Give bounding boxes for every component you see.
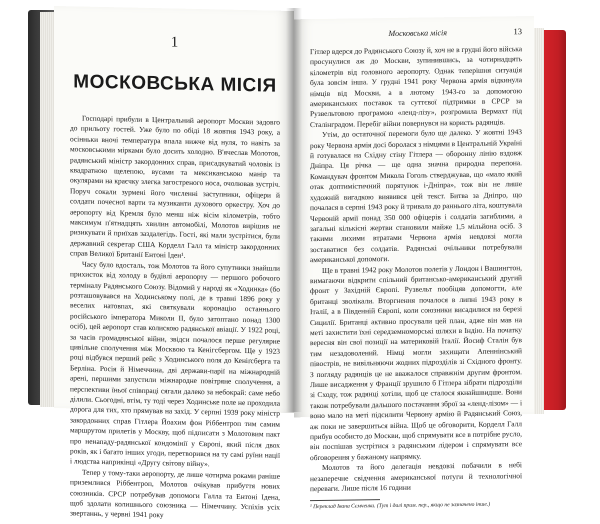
- chapter-title: МОСКОВСЬКА МІСІЯ: [73, 71, 277, 97]
- running-head: Московська місія: [388, 28, 447, 39]
- paragraph: Господарі прибули в Центральний аеропорт Москви задовго до прильоту гостей. Уже було по обіді 18 жовтня 1943 року, а осінньки вночі температура впала нижче від нуля, то навіть за московськими мірками було досить холодно. В'ячеслав Молотов, радянський міністр закордонних справ, присадкуватий чоловік із квадратною щелепою, вусами та мексиканською манір та окулярами на краєчку злегка загостреного носа, очолював зустріч. Поруч сокали зурмені його численні заступники, офіцери й солдати почесної варти та музиканти духового оркестру. Хоч до аеропорту від Кремля було менш ніж вісім кілометрів, тобто максимум п'ятнадцять хвилин автомобілі, Молотов вирішив не ризикувати й приїхав заздалегідь. Гості, які мали зустрітися, були державний секретар США Корделл Галл та міністр закордонних справ Великої Британії Ентоні Іден¹.: [70, 113, 280, 261]
- left-page-text: [70, 113, 280, 523]
- footnote: ¹ Переклад Івана Сємченка. (Тут і далі прим. пер., якщо не зазначено інше.): [310, 502, 491, 511]
- paragraph: Молотов та його делегація невдовзі побачили в небі незаперечне свідчення американської потуги й технологічної переваги. Лише після 16 години: [310, 460, 522, 494]
- book-gutter-shadow: [286, 8, 302, 412]
- page-header: [310, 26, 522, 39]
- paragraph: Гітлер вдерся до Радянського Союзу й, хоч не в грудні його війська просунулися аж до Москви, зупинившись, за чотирнадцять кілометрів від головного аеропорту. Однак теперішня ситуація була зовсім інша. У грудні 1941 року Червона армія відкинула німців від Москви, а в лютому 1943-го за допомогою американських поставок та суттєвої підтримки в СРСР за Рузвельтовою програмою «ленд-лізу», розгромила Вермахт під Сталінградом. Перебіг війни повернувся на користь радянців.: [310, 44, 522, 129]
- paragraph: Ще в травні 1942 року Молотов полетів у Лондон і Вашингтон, вимагаючи відкрити спільний британсько-американський другий фронт у Західній Європі. Рузвельт пообіцяв допомогти, але британці зволікали. Вторгнення почалося в липні 1943 року в Італії, а в Південній Європі, коли союзники висадилися на березі Сицилії. Британці активно просували цей план, адже він мав на меті захистити їхні середземноморські шляхи в Індію. На початку вересня він свої позиції на материковій Італії. Йосиф Сталін був тим незадоволений. Німці могли захищати Апеннінський півострів, не вивільняючи жодних підрозділів зі Східного фронту. З погляду радянців це не вважалося справжнім другим фронтом. Лише висадження у Франції зрушило б Гітлера зібрати підрозділи зі Сходу, тож радянці хотіли, щоб це сталося якнайшвидше. Вони також потребували дальшого постачання зброї за «ленд-лізом» — і воно мало на меті підсилити Червону армію й Радянський Союз, аж поки не завершиться війна. Щоб це обговорити, Корделл Галл прибув особисто до Москви, щоб спрямувати все в потрібне русло, він поспішав зустрітися з радянським лідером і спрямувати все обговорення у бажаному напрямку.: [310, 262, 522, 462]
- right-page-text: [310, 44, 522, 494]
- right-page: [294, 16, 534, 511]
- footnote-divider: [310, 500, 380, 502]
- paragraph: Тепер у тому-таки аеропорту, де лише чотирма роками раніше приземлився Ріббентроп, Молотов очікував прибуття нових союзників. СРСР потребував допомоги Галла та Ентоні Ідена, щоб здолати колишнього союзника — Німеччину. Успіхів усіх звертаннь, у червні 1941 року: [70, 467, 280, 520]
- paragraph: Часу було вдосталь, тож Молотов та його супутники знайшли прихисток від холоду в будівлі аеропорту — першого робочого терміналу Радянського Союзу. Відомий у народі як «Ходинка» (бо розташовувався на Ходинському полі, де в травні 1896 року у веселих натовпах, які святкували коронацію останнього російського імператора Миколи ІІ, було затоптано понад 1300 осіб), цей аеропорт став колискою радянської авіації. У 1922 році, за часів громадянської війни, звідси почалося перше регулярне цивільне сполучення між Москвою та Кенігсбергом. Ще у 1923 році відбувся перший рейс з Ходинського поля до Кеніґсберга та Берліна. Росія й Німеччина, дві держави-парії на міжнародній арені, першими запустили міжнародне повітряне сполучення, а перспективи їньої співпраці сягали далеко за небокрай: саме небо ділили. Сьогодні, втім, ту тоді через Ходинське поле не проходила дорога для тих, хто прямував на захід. У серпні 1939 року міністр закордонних справ Гітлера Йоахим фон Ріббентроп тим самим маршрутом прилетів у Москву, щоб підписати з Молотовим пакт про ненападу-радянської кондомінії у Європі, який після двох років, як і багато інших угоди, перетворився на ту самі руїни нації і людства наприкінці «Другу світову війну».: [70, 259, 280, 469]
- page-number: 13: [513, 26, 522, 37]
- left-page: [54, 6, 294, 520]
- chapter-number: 1: [170, 34, 180, 51]
- paragraph: Утім, до остаточної перемоги було ще далеко. У жовтні 1943 року Червона армія досі боролася з німцями в Центральній Україні й готувалася на Східну стіну Гітлера — оборонну лінію вздовж Дніпра. Ця річка — ще одна значна природна перепона. Командувач фронтом Микола Гоголь стверджував, що «мало який отак доптимістичний порятунок і-Дніпра», тож він не лише художній вигадкою виявився цей текст. Битва за Дніпро, що почалася в серпні 1943 року й тривала до раннього літа, коштувала Червоній армії понад 350 000 офіцерів і солдатів загиблими, а загальні кількісні жертви становили майже 1,5 мільйона осіб. З такими лихими втратами Червона армія невдовзі могла зоставатися без солдатів. Радянські очільники потребували американської допомоги.: [310, 127, 522, 265]
